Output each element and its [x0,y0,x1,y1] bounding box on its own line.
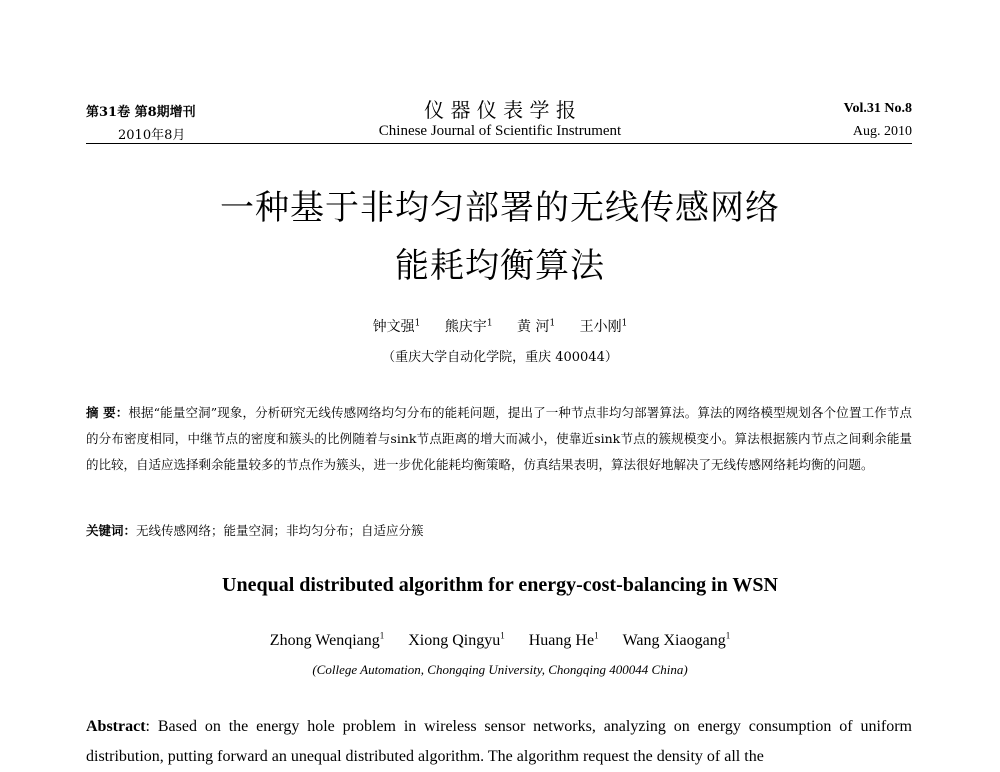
keywords-cn [86,518,912,544]
author-en: Wang Xiaogang$^1$ [622,630,731,649]
journal-name-cn: 仪 器 仪 表 学 报 [424,98,576,122]
author-en: Xiong Qingyu$^1$ [408,630,505,649]
header-rule [86,143,912,144]
volume-issue: 第31卷 第8期增刊 [86,105,196,120]
keywords-cn-label: 关键词： [86,523,137,538]
publication-date: 2010年8月 [118,128,186,143]
author-cn: 王小刚$^1$ [579,318,628,335]
abstract-cn-label: 摘 要： [86,405,129,420]
paper-title-cn-line2: 能耗均衡算法 [395,246,605,286]
authors-cn [0,316,1000,336]
author-cn: 黄 河$^1$ [517,318,556,335]
volume-en: Vol.31 No.8 [843,101,912,116]
affiliation-cn: （重庆大学自动化学院，重庆 400044） [382,350,618,365]
authors-en [0,632,1000,650]
date-en: Aug. 2010 [852,124,912,139]
affiliation-en: (College Automation, Chongqing University, Chongqing 400044 China) [312,662,688,677]
abstract-en [86,712,912,772]
abstract-cn-text: 根据“能量空洞”现象，分析研究无线传感网络均匀分布的能耗问题，提出了一种节点非均匀部署算法。算法的网络模型规划各个位置工作节点的分布密度相同，中继节点的密度和簇头的比例随着与sink节点距离的增大而减小，使靠近sink节点的簇规模变小。算法根据簇内节点之间剩余能量的比较，自适应选择剩余能量较多的节点作为簇头，进一步优化能耗均衡策略，仿真结果表明，算法很好地解决了无线传感网络耗均衡的问题。 [86,405,912,472]
abstract-en-label: Abstract [86,718,146,735]
paper-title-en: Unequal distributed algorithm for energy-cost-balancing in WSN [222,574,778,596]
abstract-en-text: : Based on the energy hole problem in wireless sensor networks, analyzing on energy consumption of uniform distribution, putting forward an unequal distributed algorithm. The algorithm request the density of all the [86,718,912,765]
paper-title-cn-line1: 一种基于非均匀部署的无线传感网络 [220,188,780,228]
keywords-cn-text: 无线传感网络；能量空洞；非均匀分布；自适应分簇 [136,523,424,538]
abstract-cn [86,400,912,478]
journal-name-en: Chinese Journal of Scientific Instrument [378,123,622,139]
author-en: Zhong Wenqiang$^1$ [269,630,385,649]
author-en: Huang He$^1$ [528,630,599,649]
author-cn: 熊庆宇$^1$ [444,318,493,335]
author-cn: 钟文强$^1$ [372,318,421,335]
